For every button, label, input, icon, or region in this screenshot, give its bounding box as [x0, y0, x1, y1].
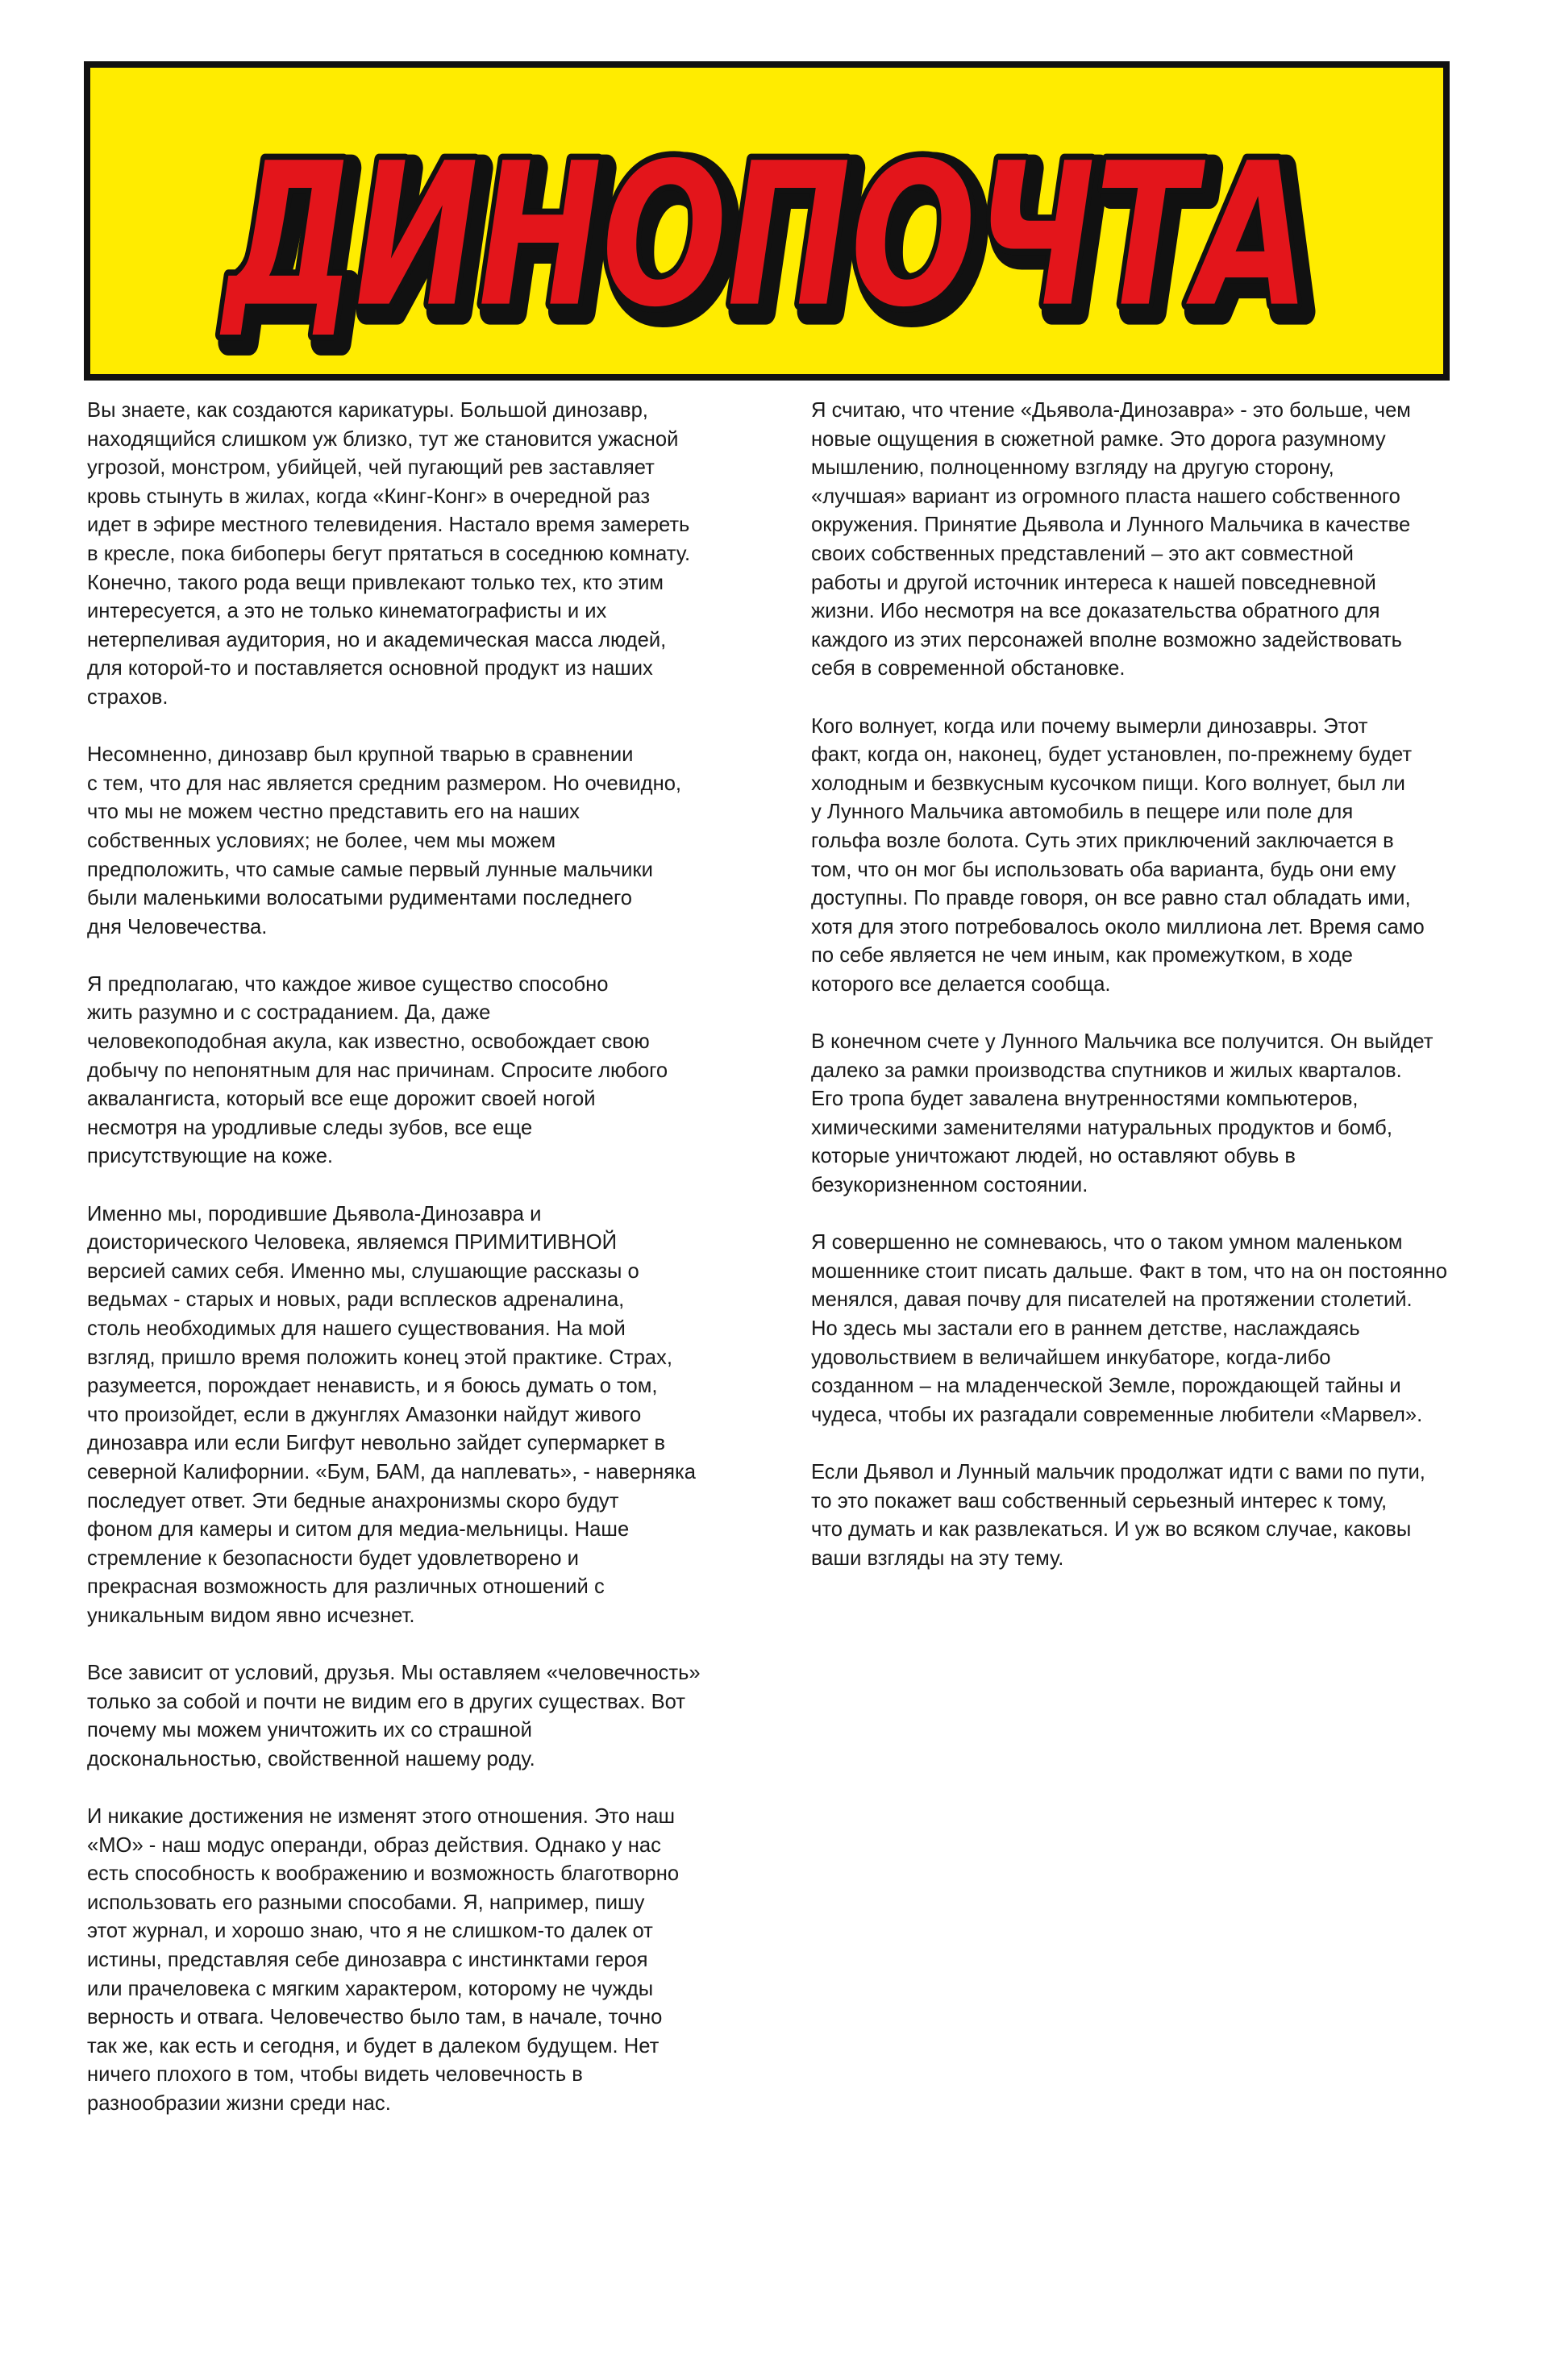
title-shadow: ДИНОПОЧТА	[227, 127, 1318, 359]
right-column	[811, 397, 1521, 1602]
paragraph: Я предполагаю, что каждое живое существо способно жить разумно и с состраданием. Да, даже человекоподобная акула, как известно, освобождает свою добычу по непонятным для нас причинам. Спросите любого аквалангиста, который все еще дорожит своей ногой несмотря на уродливые следы зубов, все еще присутствующие на коже.	[87, 972, 668, 1168]
title-logo	[90, 68, 1443, 374]
paragraph: Кого волнует, когда или почему вымерли динозавры. Этот факт, когда он, наконец, будет установлен, по-прежнему будет холодным и безвкусным кусочком пищи. Кого волнует, был ли у Лунного Мальчика автомобиль в пещере или поле для гольфа возле болота. Суть этих приключений заключается в том, что он мог бы использовать оба варианта, будь они ему доступны. По правде говоря, он все равно стал обладать ими, хотя для этого потребовалось около миллиона лет. Время само по себе является не чем иным, как промежутком, в ходе которого все делается сообща.	[811, 714, 1425, 996]
paragraph: Вы знаете, как создаются карикатуры. Большой динозавр, находящийся слишком уж близко, тут же становится ужасной угрозой, монстром, убийцей, чей пугающий рев заставляет кровь стынуть в жилах, когда «Кинг-Конг» в очередной раз идет в эфире местного телевидения. Настало время замереть в кресле, пока бибоперы бегут прятаться в соседнюю комнату. Конечно, такого рода вещи привлекают только тех, кто этим интересуется, а это не только кинематографисты и их нетерпеливая аудитория, но и академическая масса людей, для которой-то и поставляется основной продукт из наших страхов.	[87, 399, 691, 709]
paragraph: Если Дьявол и Лунный мальчик продолжат идти с вами по пути, то это покажет ваш собственный серьезный интерес к тому, что думать и как развлекаться. И уж во всяком случае, каковы ваши взгляды на эту тему.	[811, 1460, 1425, 1570]
left-column	[87, 397, 797, 2147]
paragraph: Именно мы, породившие Дьявола-Динозавра и доисторического Человека, являемся ПРИМИТИВНОЙ версией самих себя. Именно мы, слушающие рассказы о ведьмах - старых и новых, ради всплесков адреналина, столь необходимых для нашего существования. На мой взгляд, пришло время положить конец этой практике. Страх, разумеется, порождает ненависть, и я боюсь думать о том, что произойдет, если в джунглях Амазонки найдут живого динозавра или если Бигфут невольно зайдет супермаркет в северной Калифорнии. «Бум, БАМ, да наплевать», - наверняка последует ответ. Эти бедные анахронизмы скоро будут фоном для камеры и ситом для медиа-мельницы. Наше стремление к безопасности будет удовлетворено и прекрасная возможность для различных отношений с уникальным видом явно исчезнет.	[87, 1202, 697, 1627]
paragraph: Я совершенно не сомневаюсь, что о таком умном маленьком мошеннике стоит писать дальше. Факт в том, что на он постоянно менялся, давая почву для писателей на протяжении столетий. Но здесь мы застали его в раннем детстве, наслаждаясь удовольствием в величайшем инкубаторе, когда-либо созданном – на младенческой Земле, порождающей тайны и чудеса, чтобы их разгадали современные любители «Марвел».	[811, 1231, 1447, 1426]
paragraph: И никакие достижения не изменят этого отношения. Это наш «МО» - наш модус операнди, образ действия. Однако у нас есть способность к воображению и возможность благотворно использовать его разными способами. Я, например, пишу этот журнал, и хорошо знаю, что я не слишком-то далек от истины, представляя себе динозавра с инстинктами героя или прачеловека с мягким характером, которому не чужды верность и отвага. Человечество было там, в начале, точно так же, как есть и сегодня, и будет в далеком будущем. Нет ничего плохого в том, чтобы видеть человечность в разнообразии жизни среди нас.	[87, 1805, 680, 2116]
paragraph: В конечном счете у Лунного Мальчика все получится. Он выйдет далеко за рамки производства спутников и жилых кварталов. Его тропа будет завалена внутренностями компьютеров, химическими заменителями натуральных продуктов и бомб, которые уничтожают людей, но оставляют обувь в безукоризненном состоянии.	[811, 1030, 1434, 1197]
title-banner	[84, 61, 1450, 381]
paragraph: Все зависит от условий, друзья. Мы оставляем «человечность» только за собой и почти не видим его в других существах. Вот почему мы можем уничтожить их со страшной доскональностью, свойственной нашему роду.	[87, 1662, 701, 1770]
paragraph: Я считаю, что чтение «Дьявола-Динозавра» - это больше, чем новые ощущения в сюжетной рамке. Это дорога разумному мышлению, полноценному взгляду на другую сторону, «лучшая» вариант из огромного пласта нашего собственного окружения. Принятие Дьявола и Лунного Мальчика в качестве своих собственных представлений – это акт совместной работы и другой источник интереса к нашей повседневной жизни. Ибо несмотря на все доказательства обратного для каждого из этих персонажей вполне возможно задействовать себя в современной обстановке.	[811, 399, 1411, 680]
paragraph: Несомненно, динозавр был крупной тварью в сравнении с тем, что для нас является средним размером. Но очевидно, что мы не можем честно представить его на наших собственных условиях; не более, чем мы можем предположить, что самые самые первый лунные мальчики были маленькими волосатыми рудиментами последнего дня Человечества.	[87, 743, 682, 938]
page-title: ДИНОПОЧТА	[219, 120, 1310, 351]
